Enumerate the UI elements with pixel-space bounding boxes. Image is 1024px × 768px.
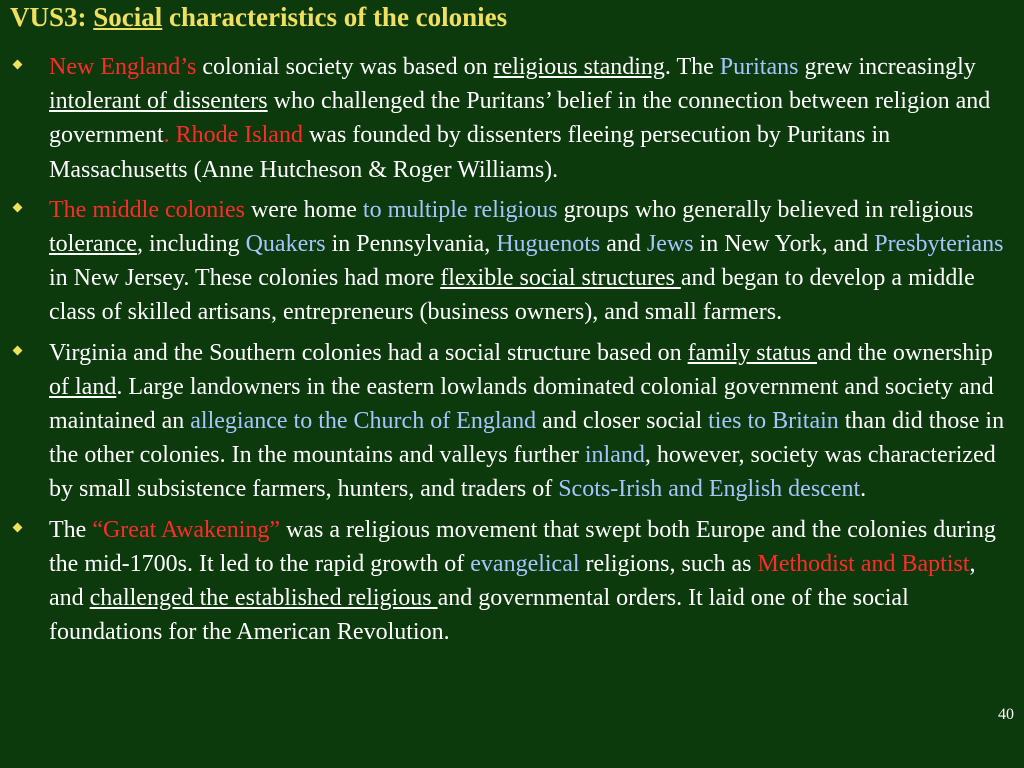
- slide-title: [10, 0, 507, 34]
- title-underlined-word: Social: [93, 2, 163, 32]
- bullet-segment: Puritans: [719, 54, 799, 80]
- bullet-segment: , however, society was characterized by small subsistence farmers, hunters, and traders of: [49, 442, 996, 503]
- bullet-segment: . Large landowners in the eastern lowlands dominated colonial government and society and maintained an: [49, 373, 994, 435]
- bullet-segment: Presbyterians: [874, 231, 1004, 258]
- bullet-segment: and the ownership: [816, 339, 993, 366]
- bullet-segment: Scots-Irish and English descent: [558, 476, 861, 503]
- bullet-segment: and governmental orders. It laid one of the social foundations for the American Revolution.: [49, 585, 909, 646]
- diamond-bullet-icon: [13, 522, 23, 532]
- bullet-list: [0, 50, 1024, 655]
- title-rest: characteristics of the colonies: [162, 2, 508, 32]
- bullet-segment: tolerance: [49, 231, 137, 258]
- bullet-segment: religions, such as: [579, 550, 758, 577]
- bullet-segment: of land: [49, 373, 117, 400]
- bullet-segment: were home: [244, 196, 363, 223]
- bullet-segment: and: [600, 231, 647, 258]
- bullet-segment: “Great Awakening”: [92, 516, 281, 543]
- bullet-segment: in Pennsylvania,: [325, 231, 497, 258]
- bullet-segment: evangelical: [470, 550, 580, 577]
- bullet-segment: intolerant of dissenters: [49, 88, 268, 115]
- bullet-segment: and began to develop a middle class of skilled artisans, entrepreneurs (business owners), and small farmers.: [49, 265, 975, 326]
- bullet-segment: was founded by dissenters fleeing persecution by Puritans in Massachusetts (Anne Hutcheson & Roger Williams).: [49, 122, 891, 183]
- bullet-segment: inland: [584, 442, 645, 469]
- bullet-segment: who challenged the Puritans’ belief in the connection between religion and government: [49, 88, 991, 149]
- bullet-segment: than did those in the other colonies. In the mountains and valleys further: [49, 408, 1005, 469]
- bullet-segment: grew increasingly: [798, 54, 976, 80]
- bullet-segment: was a religious movement that swept both Europe and the colonies during the mid-1700s. It led to the rapid growth of: [49, 516, 996, 577]
- bullet-item: [0, 50, 1024, 187]
- bullet-segment: ties to Britain: [708, 408, 839, 435]
- bullet-segment: and closer social: [536, 408, 709, 435]
- bullet-segment: . The: [664, 54, 720, 80]
- bullet-item: [0, 336, 1024, 507]
- bullet-segment: colonial society was based on: [196, 54, 494, 80]
- bullet-segment: The middle colonies: [49, 196, 245, 223]
- title-prefix: VUS3:: [10, 2, 94, 32]
- bullet-segment: , and: [49, 550, 976, 612]
- bullet-segment: .: [860, 476, 867, 503]
- bullet-segment: allegiance to the Church of England: [190, 408, 537, 435]
- page-number: 40: [998, 706, 1014, 723]
- bullet-item: [0, 193, 1024, 330]
- bullet-segment: Methodist and Baptist: [757, 550, 970, 577]
- bullet-segment: flexible social structures: [440, 265, 681, 292]
- bullet-segment: , including: [136, 231, 246, 258]
- bullet-segment: to multiple religious: [362, 196, 558, 223]
- diamond-bullet-icon: [13, 60, 23, 70]
- bullet-segment: . Rhode Island: [163, 122, 303, 149]
- bullet-segment: Virginia and the Southern colonies had a social structure based on: [49, 339, 688, 366]
- diamond-bullet-icon: [13, 202, 23, 212]
- bullet-segment: groups who generally believed in religious: [557, 196, 974, 223]
- bullet-segment: Huguenots: [496, 231, 601, 258]
- bullet-item: [0, 513, 1024, 650]
- bullet-segment: The: [49, 516, 93, 543]
- diamond-bullet-icon: [13, 345, 23, 355]
- bullet-segment: challenged the established religious: [89, 585, 438, 612]
- bullet-segment: New England’s: [49, 54, 197, 80]
- bullet-segment: in New Jersey. These colonies had more: [49, 265, 441, 292]
- bullet-segment: in New York, and: [693, 231, 875, 258]
- bullet-segment: family status: [687, 339, 817, 366]
- bullet-segment: religious standing: [493, 54, 665, 80]
- bullet-segment: Jews: [646, 231, 694, 258]
- bullet-segment: Quakers: [245, 231, 326, 258]
